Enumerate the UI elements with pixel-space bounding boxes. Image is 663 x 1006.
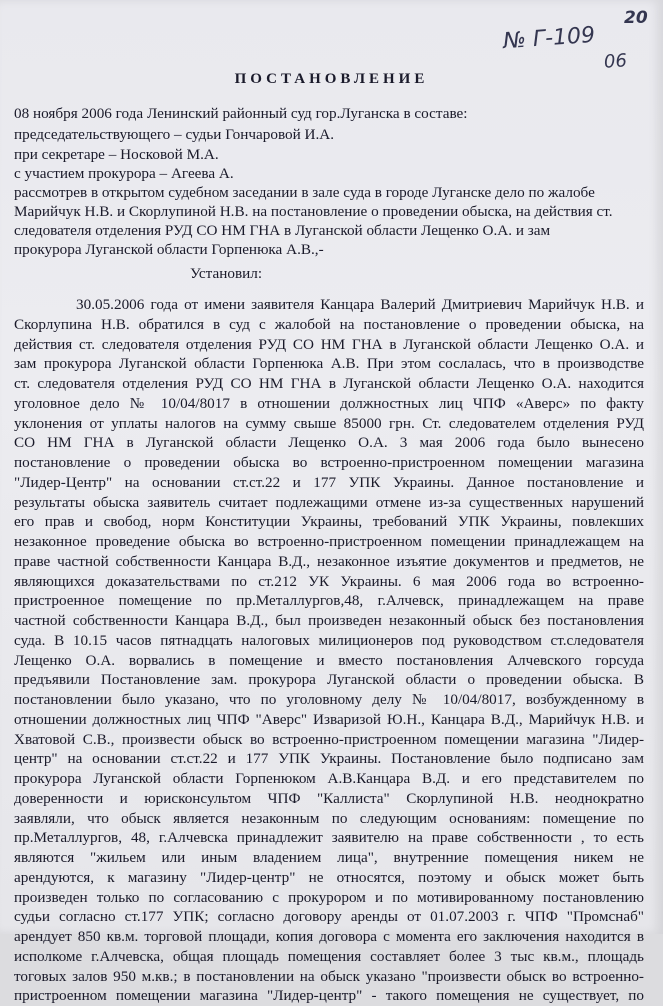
body-line: ст. следователя отделения РУД СО НМ ГНА в Луганской области Лещенко О.А. находится xyxy=(14,375,644,392)
body-line: заявляли, что обыск является незаконным по следующим основаниям: помещение по xyxy=(14,809,644,827)
intro-line: Марийчук Н.В. и Скорлупиной Н.В. на постановление о проведении обыска, на действия ст. xyxy=(14,203,613,220)
body-line: являются "жильем или иным владением лица", внутренние помещения никем не xyxy=(14,849,644,866)
body-line: исполкоме г.Алчевска, общая площадь помещения составляет более 3 тыс кв.м., площадь xyxy=(14,947,644,965)
body-line: СО НМ ГНА в Луганской области Лещенко О.А. 3 мая 2006 года было вынесено xyxy=(14,434,644,452)
body-line: центр" на основании ст.ст.22 и 177 УПК Украины. Постановление было подписано зам xyxy=(14,750,644,768)
body-line: 30.05.2006 года от имени заявителя Канцара Валерий Дмитриевич Марийчук Н.В. и xyxy=(76,296,644,313)
intro-line: 08 ноября 2006 года Ленинский районный суд гор.Луганска в составе: xyxy=(14,105,468,122)
body-line: доверенности и юрисконсультом ЧПФ "Каллиста" Скорлупиной Н.В. неоднократно xyxy=(14,789,644,807)
body-line: постановление о проведении обыска во встроенно-пристроенном помещении магазина xyxy=(14,454,644,471)
body-line: арендует 850 кв.м. торговой площади, копия договора с момента его заключения находится в xyxy=(14,928,644,945)
body-line: отношении должностных лиц ЧПФ "Аверс" Изваризой Ю.Н., Канцара В.Д., Марийчук Н.В. и xyxy=(14,710,644,728)
intro-line: председательствующего – судьи Гончаровой И.А. xyxy=(14,126,335,143)
intro-line: с участием прокурора – Агеева А. xyxy=(14,165,234,182)
body-line: Лещенко О.А. ворвались в помещение и вместо постановления Алчевского горсуда xyxy=(14,651,644,669)
body-line: "Лидер-Центр" на основании ст.ст.22 и 177 УПК Украины. Данное постановление и xyxy=(14,473,644,491)
handwritten-case-number: № Г-109 xyxy=(502,22,596,55)
intro-line: следователя отделения РУД СО НМ ГНА в Луганской области Лещенко О.А. и зам xyxy=(14,222,551,239)
body-line: праве частной собственности Канцара В.Д., незаконное изъятие документов и предметов, не xyxy=(14,552,644,570)
body-line: являющихся доказательствами по ст.212 УК Украины. 6 мая 2006 года во встроенно- xyxy=(14,572,644,590)
body-line: действия ст. следователя отделения РУД СО НМ ГНА в Луганской области Лещенко О.А. и xyxy=(14,335,644,353)
section-heading: Установил: xyxy=(190,265,263,282)
body-line: пристроенное помещение по пр.Металлургов,48, г.Алчевск, принадлежащем на праве xyxy=(14,592,644,610)
body-line: Хватовой С.В., произвести обыск во встроенно-пристроенном помещении магазина "Лидер- xyxy=(14,730,644,748)
body-line: уклонения от уплаты налогов на сумму свыше 85000 грн. Ст. следователем отделения РУД xyxy=(14,414,644,432)
body-line: постановлении было указано, что по уголовному делу № 10/04/8017, возбужденному в xyxy=(14,691,644,708)
body-line: незаконное проведение обыска во встроенно-пристроенном помещении принадлежащем на xyxy=(14,533,644,550)
body-line: арендуются, к магазину "Лидер-центр" не относятся, поэтому и обыск может быть xyxy=(14,868,644,886)
intro-line: при секретаре – Носковой М.А. xyxy=(14,146,219,163)
body-line: результаты обыска заявитель считает подлежащими отмене из-за существенных нарушений xyxy=(14,493,644,511)
body-line: судьи согласно ст.177 УПК; согласно договору аренды от 01.07.2003 г. ЧПФ "Промснаб" xyxy=(14,908,644,926)
body-line: суда. В 10.15 часов пятнадцать налоговых милиционеров под руководством ст.следователя xyxy=(14,631,644,649)
body-line: зам прокурора Луганской области Горпенюка А.В. При этом сослалась, что в производстве xyxy=(14,355,644,373)
intro-line: прокурора Луганской области Горпенюка А.В.,- xyxy=(14,241,324,258)
handwritten-case-year: 06 xyxy=(603,50,628,73)
body-line: частной собственности Канцара В.Д., был произведен незаконный обыск без постановления xyxy=(14,612,644,629)
body-line: его прав и свобод, норм Конституции Украины, требований УПК Украины, повлекших xyxy=(14,513,644,531)
body-line: пр.Металлургов, 48, г.Алчевска принадлежит заявителю на праве собственности , то есть xyxy=(14,829,644,847)
intro-line: рассмотрев в открытом судебном заседании в зале суда в городе Луганске дело по жалобе xyxy=(14,184,595,201)
body-line: пристроенном помещении магазина "Лидер-центр" - такого помещения не существует, по xyxy=(14,987,644,1005)
handwritten-page-number: 20 xyxy=(624,8,648,28)
body-line: прокурора Луганской области Горпенюком А.В.Канцара В.Д. и его представителем по xyxy=(14,770,644,787)
body-line: предъявили Постановление зам. прокурора Луганской области о проведении обыска. В xyxy=(14,671,644,689)
body-line: уголовное дело № 10/04/8017 в отношении должностных лиц ЧПФ «Аверс» по факту xyxy=(14,394,644,412)
body-line: произведен только по согласованию с прокурором и по мотивированному постановлению xyxy=(14,888,644,906)
body-line: тоговых залов 950 м.кв.; в постановлении на обыск указано "произвести обыск во встроенно- xyxy=(14,967,644,985)
body-line: Скорлупина Н.В. обратился в суд с жалобой на постановление о проведении обыска, на xyxy=(14,315,644,333)
document-title: ПОСТАНОВЛЕНИЕ xyxy=(234,71,429,87)
